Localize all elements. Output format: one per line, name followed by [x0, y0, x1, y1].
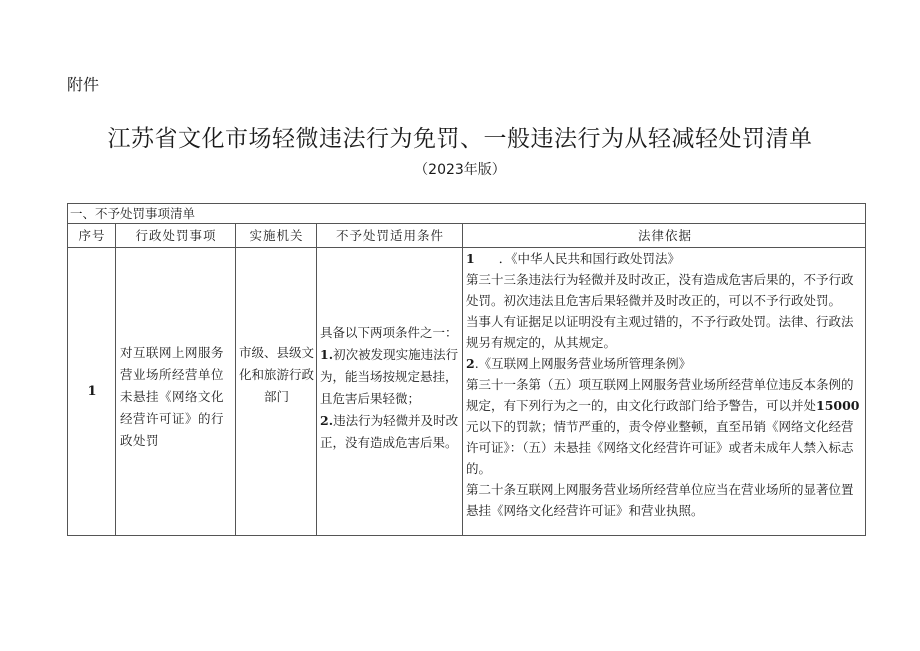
basis-article-31: 第三十一条第（五）项互联网上网服务营业场所经营单位违反本条例的规定，有下列行为之一的，由文化行政部门给予警告，可以并处15000元以下的罚款；情节严重的，责令停业整顿，直至吊销《网络文化经营许可证》：（五）未悬挂《网络文化经营许可证》或者未成年人禁入标志的。	[466, 377, 860, 476]
condition-2-text: 违法行为轻微并及时改正，没有造成危害后果。	[320, 413, 459, 450]
condition-1-number: 1.	[320, 347, 334, 362]
header-number: 序号	[68, 224, 116, 248]
penalty-list-table	[67, 203, 866, 536]
basis-article-33: 第三十三条违法行为轻微并及时改正，没有造成危害后果的，不予行政处罚。初次违法且危害后果轻微并及时改正的，可以不予行政处罚。	[466, 272, 854, 308]
basis-1-number: 1	[466, 251, 475, 266]
condition-1-text: 初次被发现实施违法行为，能当场按规定悬挂，且危害后果轻微；	[320, 347, 459, 406]
row-agency-text: 市级、县级文化和旅游行政部门	[238, 345, 314, 404]
conditions-intro: 具备以下两项条件之一：	[320, 325, 458, 340]
row-agency-cell	[236, 248, 317, 535]
condition-2-number: 2.	[320, 413, 334, 428]
attachment-label: 附件	[67, 75, 100, 94]
basis-1-law: ．《中华人民共和国行政处罚法》	[498, 251, 680, 266]
header-conditions: 不予处罚适用条件	[317, 224, 463, 248]
edition-label: （2023年版）	[414, 162, 506, 178]
basis-text	[466, 248, 863, 521]
header-agency: 实施机关	[236, 224, 317, 248]
header-basis: 法律依据	[463, 224, 866, 248]
basis-2-regulation: .《互联网上网服务营业场所管理条例》	[474, 356, 692, 371]
section-heading: 一、不予处罚事项清单	[68, 204, 865, 224]
basis-article-20: 第二十条互联网上网服务营业场所经营单位应当在营业场所的显著位置悬挂《网络文化经营许可证》和营业执照。	[466, 482, 854, 518]
conditions-text	[320, 322, 461, 454]
fine-amount: 15000	[816, 398, 860, 413]
row-number-cell	[68, 248, 116, 535]
row-number: 1	[87, 384, 97, 399]
header-item: 行政处罚事项	[116, 224, 236, 248]
row-item-cell	[116, 248, 236, 535]
basis-2-number: 2	[466, 356, 475, 371]
row-item-text: 对互联网上网服务营业场所经营单位未悬挂《网络文化经营许可证》的行政处罚	[120, 345, 225, 448]
document-title: 江苏省文化市场轻微违法行为免罚、一般违法行为从轻减轻处罚清单	[107, 126, 813, 152]
basis-no-fault: 当事人有证据足以证明没有主观过错的，不予行政处罚。法律、行政法规另有规定的，从其规定。	[466, 314, 854, 350]
row-conditions-cell	[317, 248, 463, 535]
row-basis-cell	[463, 248, 866, 535]
